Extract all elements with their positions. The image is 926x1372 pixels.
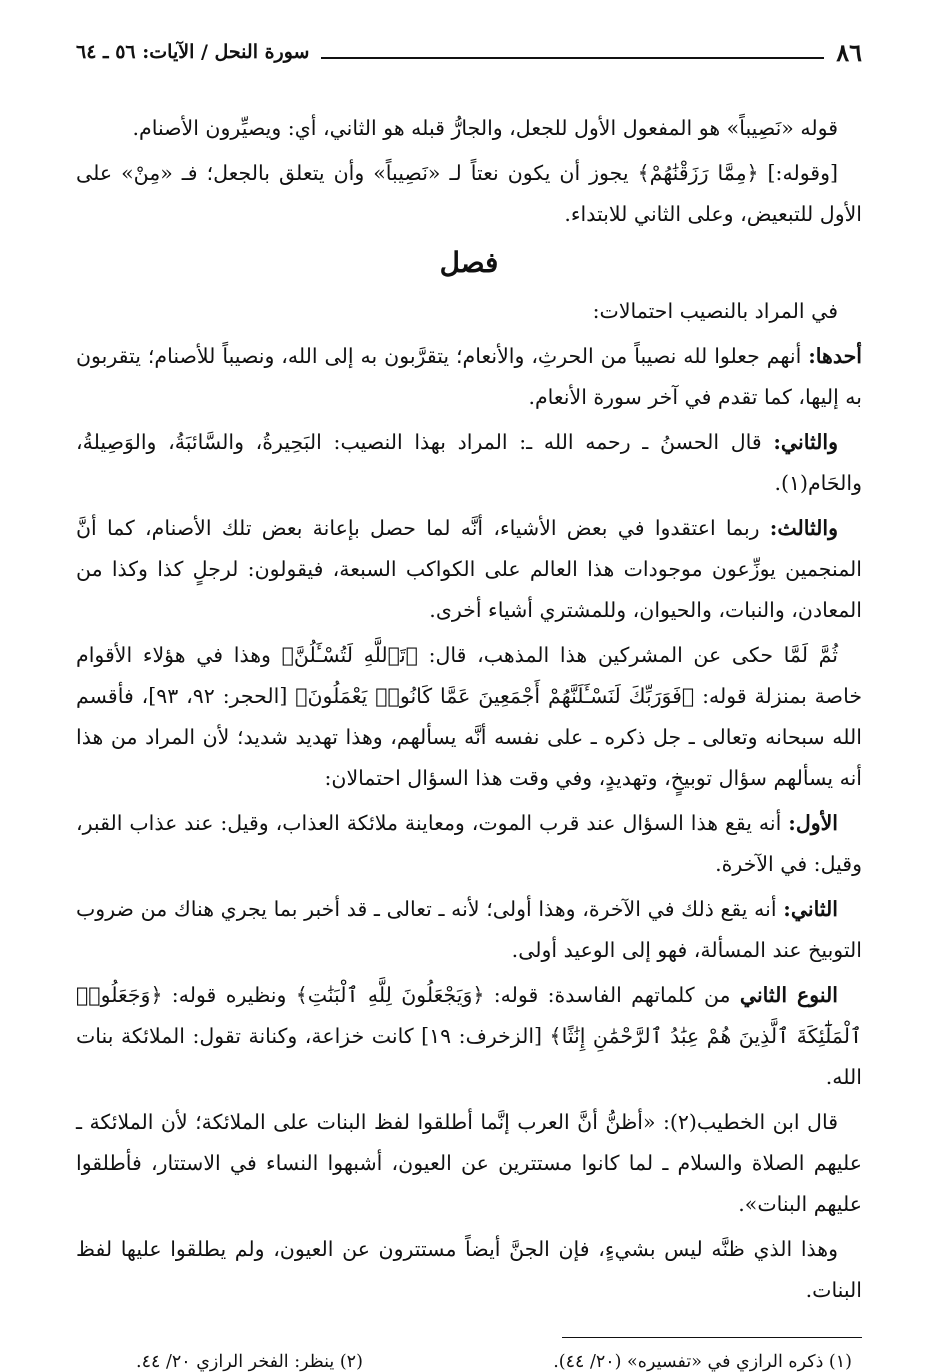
- paragraph: [76, 889, 862, 971]
- page-body: [76, 108, 862, 1311]
- paragraph-text: أنه يقع هذا السؤال عند قرب الموت، ومعاينة ملائكة العذاب، وقيل: عند عذاب القبر، وقيل: في الآخرة.: [76, 811, 862, 876]
- paragraph: [76, 1102, 862, 1225]
- footnotes: [76, 1352, 862, 1372]
- paragraph-lead: والثاني:: [773, 430, 838, 454]
- footnote-rule: [562, 1337, 862, 1338]
- paragraph-text: من كلماتهم الفاسدة: قوله: ﴿وَيَجْعَلُونَ لِلَّهِ ٱلْبَنَٰتِ﴾ ونظيره قوله: ﴿وَجَعَلُوا۟ ٱلْمَلَٰٓئِكَةَ ٱلَّذِينَ هُمْ عِبَٰدُ ٱلرَّحْمَٰنِ إِنَٰثًا﴾ [الزخرف: ١٩] كانت خزاعة، وكنانة تقول: الملائكة بنات الله.: [76, 983, 862, 1089]
- paragraph: [76, 508, 862, 631]
- paragraph: [76, 975, 862, 1098]
- paragraph-text: ربما اعتقدوا في بعض الأشياء، أنَّه لما حصل بإعانة بعض تلك الأصنام، كما أنَّ المنجمين يوزِّعون موجودات هذا العالم على الكواكب السبعة، فيقولون: لرجلٍ كذا وكذا من المعادن، والنبات، والحيوان، وللمشتري أشياء أخرى.: [76, 516, 862, 622]
- footnote: (١) ذكره الرازي في «تفسيره» (٢٠/ ٤٤).: [553, 1352, 852, 1372]
- paragraph-lead: الأول:: [788, 811, 838, 835]
- paragraph-lead: الثاني:: [783, 897, 838, 921]
- paragraph: [76, 803, 862, 885]
- paragraph-text: قال الحسنُ ـ رحمه الله ـ: المراد بهذا النصيب: البَحِيرةُ، والسَّائبَةُ، والوَصِيلةُ، والحَام(١).: [76, 430, 862, 495]
- paragraph-lead: والثالث:: [769, 516, 838, 540]
- paragraph: [وقوله:] ﴿مِمَّا رَزَقْنَٰهُمْ﴾ يجوز أن يكون نعتاً لـ «نَصِيباً» وأن يتعلق بالجعل؛ فـ «مِنْ» على الأول للتبعيض، وعلى الثاني للابتداء.: [76, 161, 862, 226]
- paragraph: [76, 1229, 862, 1311]
- paragraph-lead: أحدها:: [808, 344, 862, 368]
- paragraph-text: في المراد بالنصيب احتمالات:: [592, 299, 838, 323]
- paragraph-lead: النوع الثاني: [739, 983, 838, 1007]
- paragraph-text: ثُمَّ لَمَّا حكى عن المشركين هذا المذهب، قال: ﴿تَٱللَّهِ لَتُسْـَٔلُنَّ﴾ وهذا في هؤلاء الأقوام خاصة بمنزلة قوله: ﴿فَوَرَبِّكَ لَنَسْـَٔلَنَّهُمْ أَجْمَعِينَ عَمَّا كَانُوا۟ يَعْمَلُونَ﴾ [الحجر: ٩٢، ٩٣]، فأقسم الله سبحانه وتعالى ـ جل ذكره ـ على نفسه أنَّه يسألهم، وهذا تهديد شديد؛ لأن المراد من هذا أنه يسألهم سؤال توبيخٍ، وتهديدٍ، وفي وقت هذا السؤال احتمالان:: [76, 643, 862, 790]
- paragraph: قوله «نَصِيباً» هو المفعول الأول للجعل، والجارُّ قبله هو الثاني، أي: ويصيِّرون الأصنام.: [132, 116, 838, 140]
- footnote: (٢) ينظر: الفخر الرازي ٢٠/ ٤٤.: [136, 1352, 363, 1372]
- paragraph: [76, 336, 862, 418]
- paragraph: [76, 291, 862, 332]
- paragraph-text: وهذا الذي ظنَّه ليس بشيءٍ، فإن الجنَّ أيضاً مستترون عن العيون، ولم يطلقوا عليها لفظ البنات.: [76, 1237, 862, 1302]
- header-rule: [321, 57, 824, 59]
- paragraph-text: أنهم جعلوا لله نصيباً من الحرثِ، والأنعام؛ يتقرَّبون به إلى الله، ونصيباً للأصنام؛ يتقربون به إليها، كما تقدم في آخر سورة الأنعام.: [76, 344, 862, 409]
- paragraph: [76, 635, 862, 799]
- paragraph: [76, 422, 862, 504]
- running-header: [76, 34, 862, 70]
- header-title: سورة النحل / الآيات: ٥٦ ـ ٦٤: [76, 41, 310, 63]
- paragraph-text: أنه يقع ذلك في الآخرة، وهذا أولى؛ لأنه ـ تعالى ـ قد أخبر بما يجري هناك من ضروب التوبيخ عند المسألة، فهو إلى الوعيد أولى.: [76, 897, 862, 962]
- paragraph-text: قال ابن الخطيب(٢): «أظنُّ أنَّ العرب إنَّما أطلقوا لفظ البنات على الملائكة؛ لأن الملائكة ـ عليهم الصلاة والسلام ـ لما كانوا مستترين عن العيون، أشبهوا النساء في الاستتار، فأطلقوا عليهم البنات».: [76, 1110, 862, 1216]
- section-title: فصل: [439, 246, 499, 279]
- page-number: ٨٦: [836, 37, 862, 67]
